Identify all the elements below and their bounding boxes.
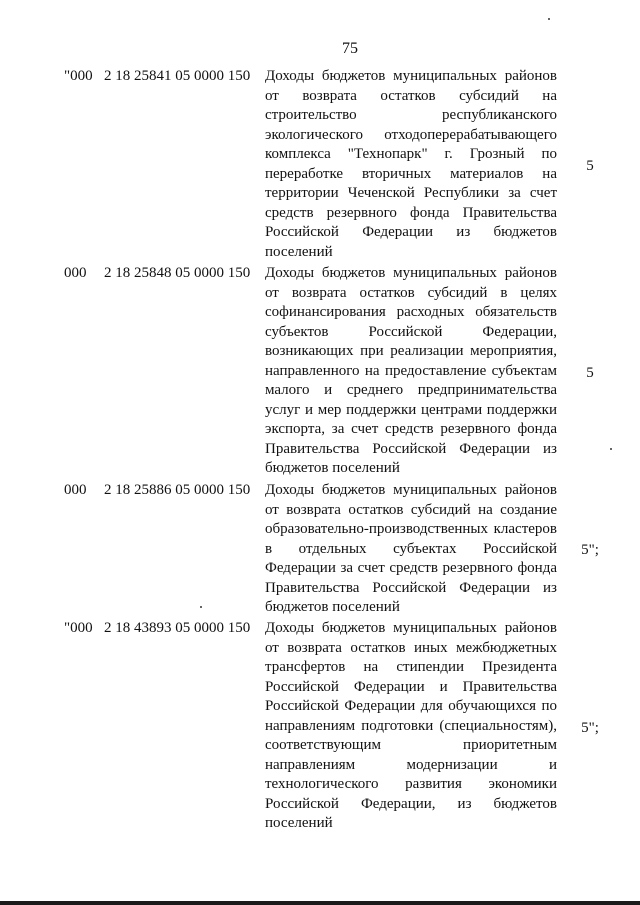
income-description: Доходы бюджетов муниципальных районов от возврата остатков субсидий на строительство республиканского экологического отходоперерабатывающего комплекса "Технопарк" г. Грозный по переработке вторичных материалов на территории Чеченской Республики за счет средств резервного фонда Правительства Российской Федерации из бюджетов поселений [265,68,557,260]
budget-code: 2 18 43893 05 0000 150 [104,620,251,636]
budget-code: 2 18 25848 05 0000 150 [104,265,251,281]
scan-speck [610,448,612,450]
code-prefix: "000 [64,620,93,636]
income-description: Доходы бюджетов муниципальных районов от возврата остатков иных межбюджетных трансфертов на стипендии Президента Российской Федерации и Правительства Российской Федерации для обучающихся по направлениям подготовки (специальностям), соответствующим приоритетным направлениям модернизации и технологического развития экономики Российской Федерации, из бюджетов поселений [265,620,557,831]
code-prefix: 000 [64,482,87,498]
code-prefix: "000 [64,68,93,84]
distribution-norm: 5 [586,365,594,381]
income-description: Доходы бюджетов муниципальных районов от возврата остатков субсидий в целях софинансирования расходных обязательств субъектов Российской Федерации, возникающих при реализации мероприятия, направленного на предоставление субъектам малого и среднего предпринимательства услуг и мер поддержки центрами поддержки экспорта, за счет средств резервного фонда Правительства Российской Федерации из бюджетов поселений [265,265,557,476]
page-number: 75 [342,40,358,57]
scan-bottom-edge [0,901,640,905]
scan-speck [200,606,202,608]
distribution-norm: 5"; [581,720,599,736]
distribution-norm: 5"; [581,542,599,558]
distribution-norm: 5 [586,158,594,174]
code-prefix: 000 [64,265,87,281]
budget-code: 2 18 25886 05 0000 150 [104,482,251,498]
budget-code: 2 18 25841 05 0000 150 [104,68,251,84]
scan-speck [548,18,550,20]
income-description: Доходы бюджетов муниципальных районов от возврата остатков субсидий на создание образовательно-производственных кластеров в отдельных субъектах Российской Федерации за счет средств резервного фонда Правительства Российской Федерации из бюджетов поселений [265,482,557,615]
